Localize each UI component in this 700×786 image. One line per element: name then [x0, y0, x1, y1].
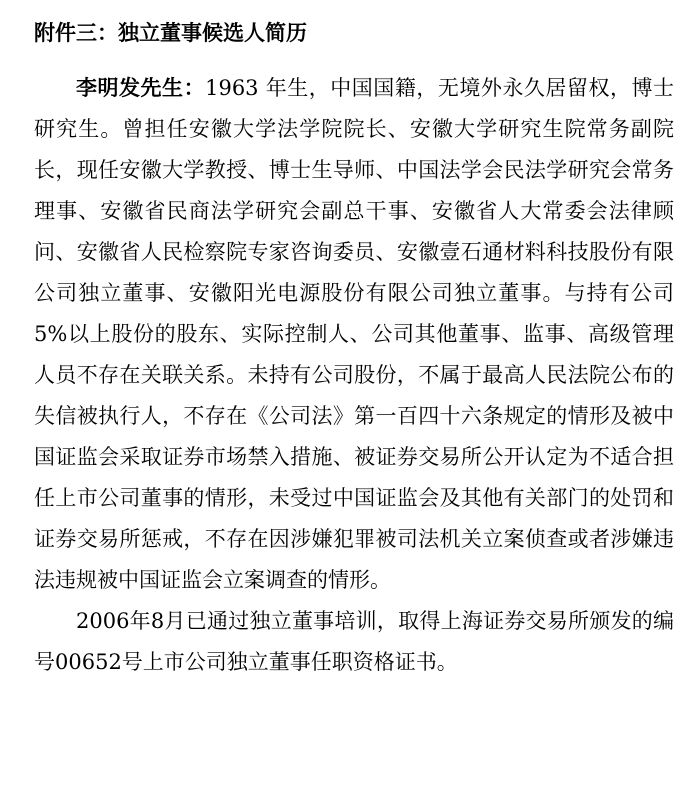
bio-paragraph	[34, 68, 674, 601]
candidate-name: 李明发先生：	[76, 76, 206, 100]
document-heading: 附件三：独立董事候选人简历	[34, 21, 307, 45]
document-page	[34, 18, 674, 683]
training-paragraph: 2006年8月已通过独立董事培训，取得上海证券交易所颁发的编号00652号上市公司独立董事任职资格证书。	[34, 609, 674, 674]
bio-text: 1963 年生，中国国籍，无境外永久居留权，博士研究生。曾担任安徽大学法学院院长、安徽大学研究生院常务副院长，现任安徽大学教授、博士生导师、中国法学会民法学研究会常务理事、安徽省民商法学研究会副总干事、安徽省人大常委会法律顾问、安徽省人民检察院专家咨询委员、安徽壹石通材料科技股份有限公司独立董事、安徽阳光电源股份有限公司独立董事。与持有公司 5%以上股份的股东、实际控制人、公司其他董事、监事、高级管理人员不存在关联关系。未持有公司股份，不属于最高人民法院公布的失信被执行人，不存在《公司法》第一百四十六条规定的情形及被中国证监会采取证券市场禁入措施、被证券交易所公开认定为不适合担任上市公司董事的情形，未受过中国证监会及其他有关部门的处罚和证券交易所惩戒，不存在因涉嫌犯罪被司法机关立案侦查或者涉嫌违法违规被中国证监会立案调查的情形。	[34, 76, 674, 592]
